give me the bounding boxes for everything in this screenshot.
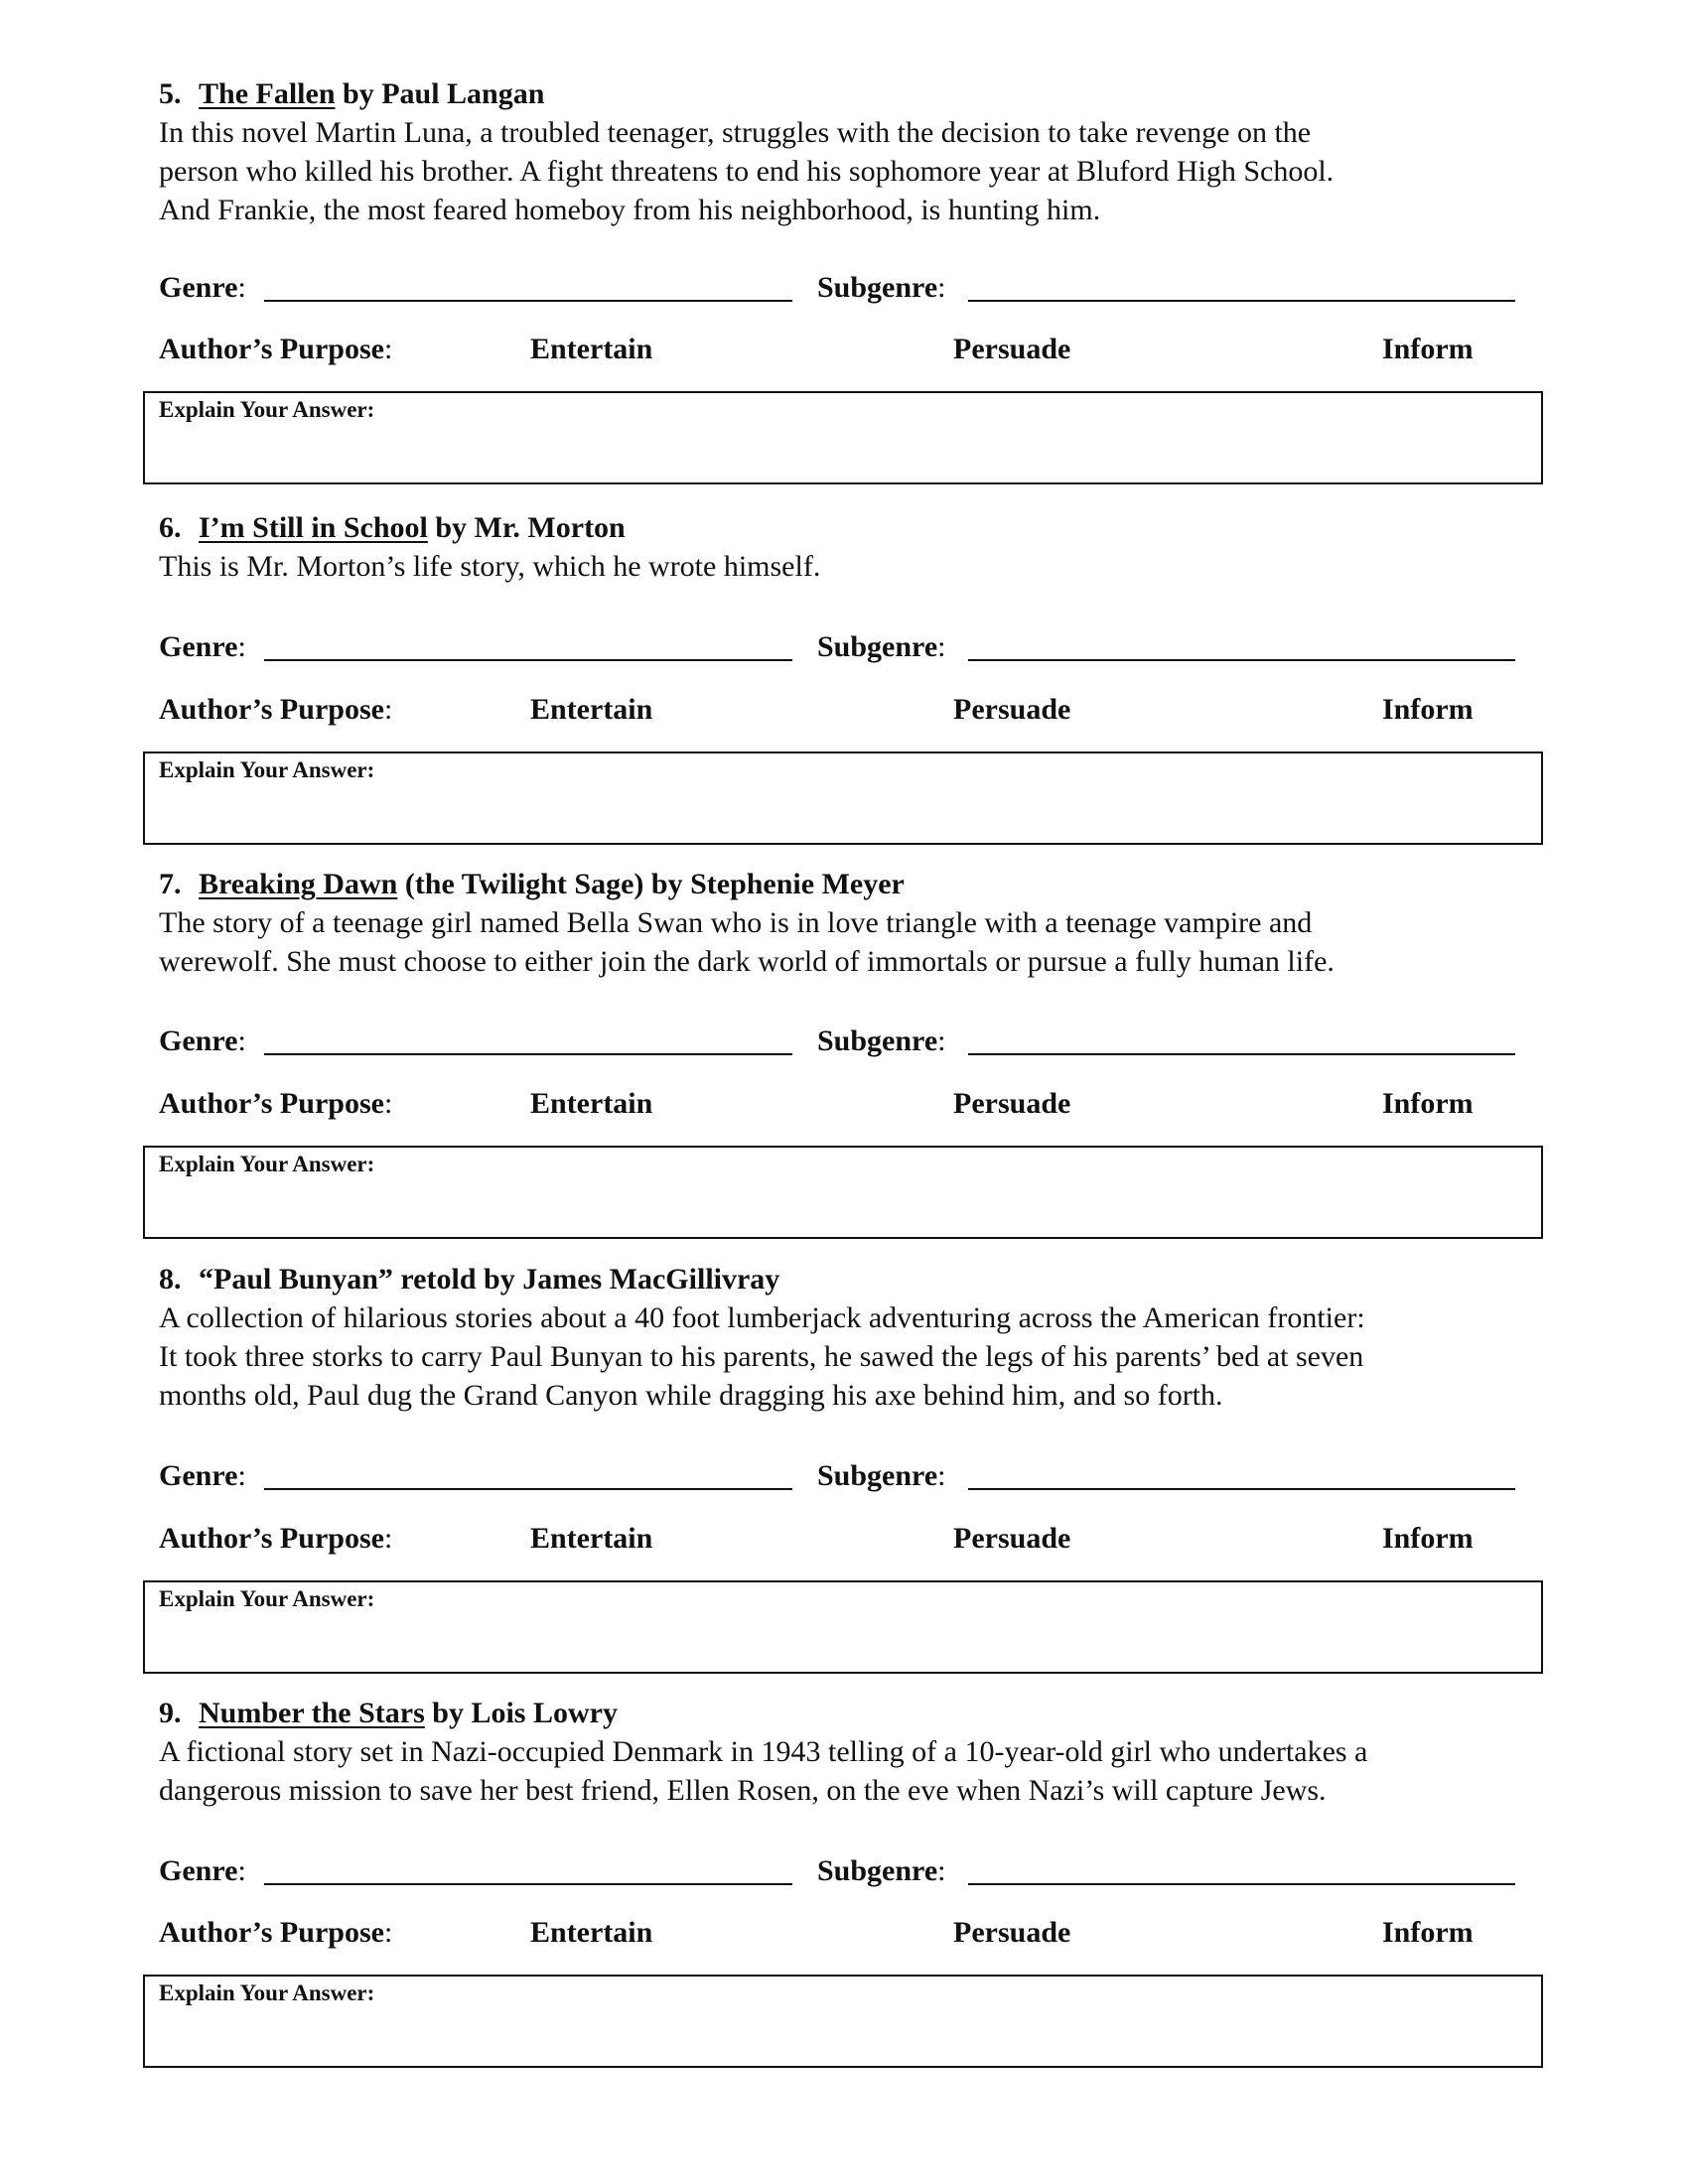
genre-row xyxy=(159,627,1549,667)
work-title: The Fallen xyxy=(199,77,336,110)
subgenre-label: Subgenre: xyxy=(817,1024,946,1057)
question-number: 8. xyxy=(159,1263,182,1296)
option-entertain[interactable]: Entertain xyxy=(530,1916,653,1949)
genre-label: Genre: xyxy=(159,271,246,304)
question-9 xyxy=(159,1695,1549,2005)
subgenre-answer-line[interactable] xyxy=(968,1053,1515,1055)
question-description: In this novel Martin Luna, a troubled teenager, struggles with the decision to take revenge on the person who killed his brother. A fight threatens to end his sophomore year at Bluford High School. And Frankie, the most feared homeboy from his neighborhood, is hunting him. xyxy=(159,116,1335,226)
purpose-label: Author’s Purpose: xyxy=(159,693,393,726)
purpose-label: Author’s Purpose: xyxy=(159,1522,393,1555)
option-inform[interactable]: Inform xyxy=(1382,333,1474,365)
genre-row xyxy=(159,1022,1549,1061)
genre-label: Genre: xyxy=(159,1854,246,1887)
option-inform[interactable]: Inform xyxy=(1382,693,1474,726)
purpose-row xyxy=(159,690,1549,730)
explain-answer-box[interactable] xyxy=(143,751,1543,845)
series-note: (the Twilight Sage) xyxy=(404,868,644,900)
question-number: 7. xyxy=(159,868,182,900)
explain-answer-box[interactable] xyxy=(143,1580,1543,1674)
subgenre-label: Subgenre: xyxy=(817,1459,946,1492)
question-number: 6. xyxy=(159,511,182,544)
question-title xyxy=(159,75,1549,113)
subgenre-answer-line[interactable] xyxy=(968,300,1515,302)
option-persuade[interactable]: Persuade xyxy=(953,693,1071,726)
explain-label: Explain Your Answer: xyxy=(159,397,375,422)
question-description: The story of a teenage girl named Bella Swan who is in love triangle with a teenage vampire and werewolf. She must choose to either join the dark world of immortals or pursue a fully human life. xyxy=(159,906,1335,978)
subgenre-label: Subgenre: xyxy=(817,271,946,304)
purpose-label: Author’s Purpose: xyxy=(159,1087,393,1120)
genre-label: Genre: xyxy=(159,630,246,663)
genre-label: Genre: xyxy=(159,1459,246,1492)
genre-answer-line[interactable] xyxy=(264,659,792,661)
purpose-row xyxy=(159,1084,1549,1124)
question-description: This is Mr. Morton’s life story, which he wrote himself. xyxy=(159,550,821,583)
question-number: 9. xyxy=(159,1697,182,1729)
explain-label: Explain Your Answer: xyxy=(159,1980,375,2005)
author-byline: by Mr. Morton xyxy=(435,511,626,544)
option-inform[interactable]: Inform xyxy=(1382,1522,1474,1555)
purpose-label: Author’s Purpose: xyxy=(159,333,393,365)
explain-label: Explain Your Answer: xyxy=(159,1586,375,1611)
author-byline: by Stephenie Meyer xyxy=(650,868,905,900)
explain-label: Explain Your Answer: xyxy=(159,1152,375,1176)
purpose-row xyxy=(159,330,1549,369)
subgenre-label: Subgenre: xyxy=(817,630,946,663)
option-entertain[interactable]: Entertain xyxy=(530,1087,653,1120)
explain-label: Explain Your Answer: xyxy=(159,757,375,782)
question-title xyxy=(159,866,1549,903)
genre-answer-line[interactable] xyxy=(264,1883,792,1885)
purpose-label: Author’s Purpose: xyxy=(159,1916,393,1949)
question-7 xyxy=(159,866,1549,1176)
genre-row xyxy=(159,268,1549,308)
option-persuade[interactable]: Persuade xyxy=(953,333,1071,365)
author-byline: by James MacGillivray xyxy=(484,1263,780,1296)
question-title xyxy=(159,1695,1549,1732)
genre-row xyxy=(159,1851,1549,1891)
genre-row xyxy=(159,1456,1549,1496)
explain-answer-box[interactable] xyxy=(143,1146,1543,1239)
question-title xyxy=(159,509,1549,547)
genre-answer-line[interactable] xyxy=(264,1488,792,1490)
question-description: A fictional story set in Nazi-occupied Denmark in 1943 telling of a 10-year-old girl who undertakes a dangerous mission to save her best friend, Ellen Rosen, on the eve when Nazi’s will capture Jews. xyxy=(159,1735,1368,1807)
option-persuade[interactable]: Persuade xyxy=(953,1087,1071,1120)
subgenre-answer-line[interactable] xyxy=(968,1883,1515,1885)
explain-answer-box[interactable] xyxy=(143,391,1543,484)
option-persuade[interactable]: Persuade xyxy=(953,1916,1071,1949)
option-persuade[interactable]: Persuade xyxy=(953,1522,1071,1555)
subgenre-answer-line[interactable] xyxy=(968,1488,1515,1490)
option-inform[interactable]: Inform xyxy=(1382,1087,1474,1120)
option-entertain[interactable]: Entertain xyxy=(530,693,653,726)
purpose-row xyxy=(159,1519,1549,1559)
work-title: “Paul Bunyan” retold xyxy=(199,1263,477,1296)
subgenre-answer-line[interactable] xyxy=(968,659,1515,661)
genre-answer-line[interactable] xyxy=(264,1053,792,1055)
option-entertain[interactable]: Entertain xyxy=(530,333,653,365)
work-title: I’m Still in School xyxy=(199,511,428,544)
genre-label: Genre: xyxy=(159,1024,246,1057)
option-entertain[interactable]: Entertain xyxy=(530,1522,653,1555)
question-number: 5. xyxy=(159,77,182,110)
explain-answer-box[interactable] xyxy=(143,1975,1543,2068)
genre-answer-line[interactable] xyxy=(264,300,792,302)
author-byline: by Lois Lowry xyxy=(432,1697,618,1729)
question-8 xyxy=(159,1261,1549,1611)
question-6 xyxy=(159,509,1549,782)
author-byline: by Paul Langan xyxy=(343,77,545,110)
question-description: A collection of hilarious stories about a 40 foot lumberjack adventuring across the American frontier: It took three storks to carry Paul Bunyan to his parents, he sawed the legs of his parents’ bed at seven months old, Paul dug the Grand Canyon while dragging his axe behind him, and so forth. xyxy=(159,1301,1365,1412)
purpose-row xyxy=(159,1913,1549,1953)
question-5 xyxy=(159,75,1549,422)
work-title: Breaking Dawn xyxy=(199,868,398,900)
option-inform[interactable]: Inform xyxy=(1382,1916,1474,1949)
work-title: Number the Stars xyxy=(199,1697,425,1729)
question-title xyxy=(159,1261,1549,1298)
subgenre-label: Subgenre: xyxy=(817,1854,946,1887)
